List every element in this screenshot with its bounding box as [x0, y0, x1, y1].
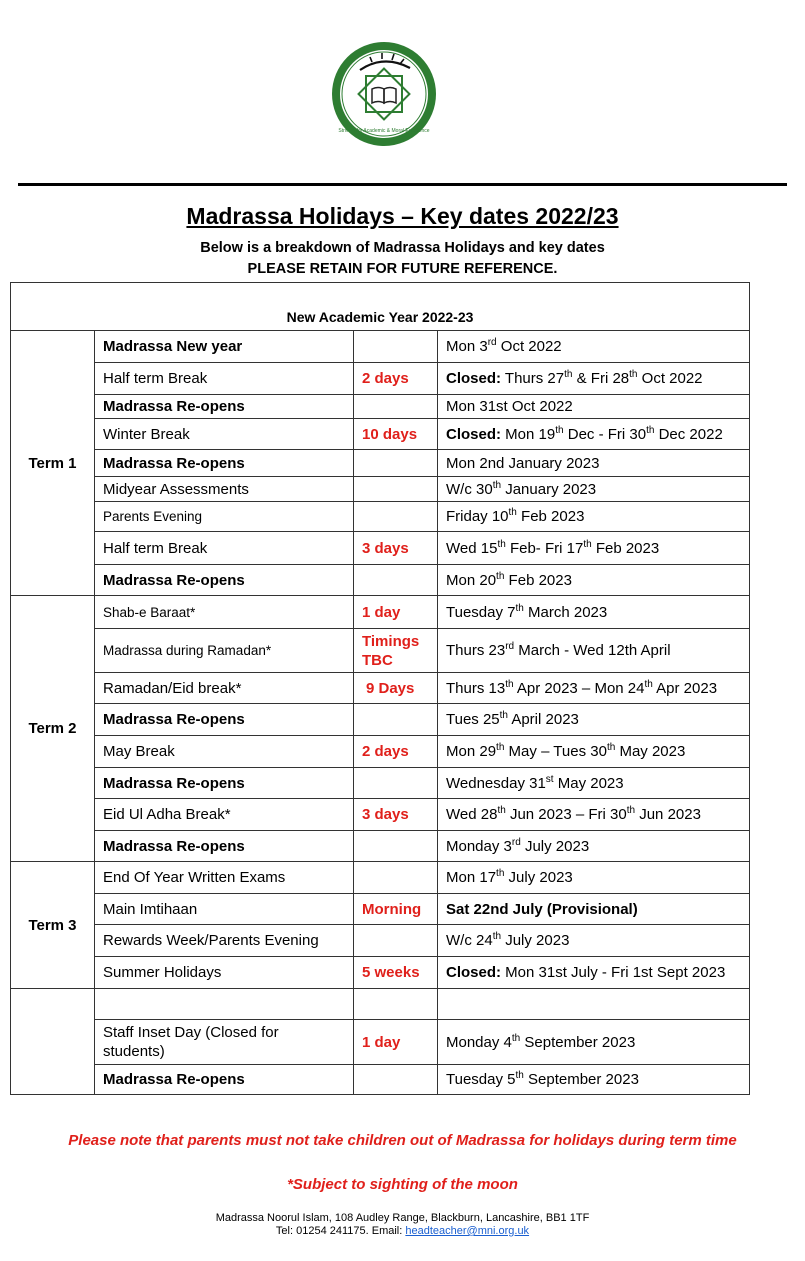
table-row	[11, 363, 750, 395]
event-name: Half term Break	[95, 363, 354, 395]
duration	[354, 331, 438, 363]
table-row	[11, 450, 750, 477]
email-link[interactable]: headteacher@mni.org.uk	[405, 1225, 530, 1237]
table-row	[11, 768, 750, 799]
event-date: Closed: Mon 31st July - Fri 1st Sept 2023	[438, 957, 750, 989]
table-row	[11, 565, 750, 596]
event-date: Monday 3rd July 2023	[438, 831, 750, 862]
duration: 2 days	[354, 736, 438, 768]
table-row	[11, 419, 750, 450]
table-row	[11, 862, 750, 894]
event-date: Mon 31st Oct 2022	[438, 395, 750, 419]
table-row	[11, 395, 750, 419]
event-date: Thurs 13th Apr 2023 – Mon 24th Apr 2023	[438, 673, 750, 704]
table-row	[11, 894, 750, 925]
term-label: Term 3	[11, 862, 95, 989]
event-date: Tuesday 7th March 2023	[438, 596, 750, 629]
event-name: Madrassa Re-opens	[95, 768, 354, 799]
table-row	[11, 629, 750, 673]
event-date: W/c 30th January 2023	[438, 477, 750, 502]
event-date: W/c 24th July 2023	[438, 925, 750, 957]
event-date: Sat 22nd July (Provisional)	[438, 894, 750, 925]
event-name: Midyear Assessments	[95, 477, 354, 502]
duration: 2 days	[354, 363, 438, 395]
table-row	[11, 673, 750, 704]
event-name: Summer Holidays	[95, 957, 354, 989]
event-date: Monday 4th September 2023	[438, 1020, 750, 1065]
event-name: Rewards Week/Parents Evening	[95, 925, 354, 957]
term-time-note: Please note that parents must not take children out of Madrassa for holidays during term time	[68, 1132, 737, 1149]
event-name: Madrassa Re-opens	[95, 1065, 354, 1095]
term-label: Term 2	[11, 596, 95, 862]
moon-sighting-note: *Subject to sighting of the moon	[287, 1176, 518, 1193]
duration: 1 day	[354, 596, 438, 629]
key-dates-table	[10, 282, 750, 1095]
duration	[354, 989, 438, 1020]
table-header-row	[11, 283, 750, 331]
event-date: Closed: Mon 19th Dec - Fri 30th Dec 2022	[438, 419, 750, 450]
event-name: Main Imtihaan	[95, 894, 354, 925]
duration: Morning	[354, 894, 438, 925]
event-date: Mon 17th July 2023	[438, 862, 750, 894]
table-row	[11, 596, 750, 629]
duration: Timings TBC	[354, 629, 438, 673]
logo-motto: Striving for Academic & Moral Excellence	[338, 128, 430, 134]
table-row	[11, 736, 750, 768]
event-name: Shab-e Baraat*	[95, 596, 354, 629]
event-name: Ramadan/Eid break*	[95, 673, 354, 704]
page-subtitle: Below is a breakdown of Madrassa Holidays and key dates	[200, 240, 605, 256]
page-title: Madrassa Holidays – Key dates 2022/23	[186, 203, 619, 229]
event-date: Tues 25th April 2023	[438, 704, 750, 736]
telephone: Tel: 01254 241175. Email:	[275, 1225, 406, 1237]
duration	[354, 925, 438, 957]
table-row	[11, 831, 750, 862]
event-name: End Of Year Written Exams	[95, 862, 354, 894]
duration	[354, 704, 438, 736]
table-row	[11, 1065, 750, 1095]
table-row	[11, 532, 750, 565]
table-row	[11, 477, 750, 502]
event-name: Madrassa New year	[95, 331, 354, 363]
event-name: Parents Evening	[95, 502, 354, 532]
duration	[354, 477, 438, 502]
duration	[354, 502, 438, 532]
academic-year-heading: New Academic Year 2022-23	[11, 283, 750, 331]
duration	[354, 1065, 438, 1095]
table-row	[11, 502, 750, 532]
event-name: Madrassa Re-opens	[95, 565, 354, 596]
duration	[354, 565, 438, 596]
duration: 3 days	[354, 799, 438, 831]
event-date: Thurs 23rd March - Wed 12th April	[438, 629, 750, 673]
event-name: Winter Break	[95, 419, 354, 450]
duration: 5 weeks	[354, 957, 438, 989]
event-date: Friday 10th Feb 2023	[438, 502, 750, 532]
event-date: Wed 15th Feb- Fri 17th Feb 2023	[438, 532, 750, 565]
table-row	[11, 704, 750, 736]
header-rule	[18, 183, 787, 186]
duration	[354, 450, 438, 477]
duration	[354, 768, 438, 799]
duration: 1 day	[354, 1020, 438, 1065]
table-row	[11, 799, 750, 831]
event-name: Madrassa Re-opens	[95, 395, 354, 419]
address: Madrassa Noorul Islam, 108 Audley Range, Blackburn, Lancashire, BB1 1TF	[215, 1212, 590, 1224]
event-date	[438, 989, 750, 1020]
duration: 3 days	[354, 532, 438, 565]
event-name	[95, 989, 354, 1020]
event-name: Staff Inset Day (Closed for students)	[95, 1020, 354, 1065]
event-date: Closed: Thurs 27th & Fri 28th Oct 2022	[438, 363, 750, 395]
event-date: Mon 29th May – Tues 30th May 2023	[438, 736, 750, 768]
event-name: Madrassa Re-opens	[95, 704, 354, 736]
table-row	[11, 331, 750, 363]
event-name: Madrassa during Ramadan*	[95, 629, 354, 673]
table-row	[11, 957, 750, 989]
event-date: Mon 3rd Oct 2022	[438, 331, 750, 363]
event-name: Eid Ul Adha Break*	[95, 799, 354, 831]
event-date: Mon 20th Feb 2023	[438, 565, 750, 596]
duration: 10 days	[354, 419, 438, 450]
madrassa-logo	[330, 40, 438, 148]
duration	[354, 395, 438, 419]
table-row	[11, 989, 750, 1020]
table-row	[11, 1020, 750, 1065]
retain-notice: PLEASE RETAIN FOR FUTURE REFERENCE.	[247, 261, 558, 277]
event-name: May Break	[95, 736, 354, 768]
event-name: Madrassa Re-opens	[95, 831, 354, 862]
term-label: Term 1	[11, 331, 95, 596]
event-name: Madrassa Re-opens	[95, 450, 354, 477]
duration	[354, 862, 438, 894]
event-date: Wednesday 31st May 2023	[438, 768, 750, 799]
event-name: Half term Break	[95, 532, 354, 565]
term-label-empty	[11, 989, 95, 1095]
duration	[354, 831, 438, 862]
table-row	[11, 925, 750, 957]
event-date: Wed 28th Jun 2023 – Fri 30th Jun 2023	[438, 799, 750, 831]
event-date: Tuesday 5th September 2023	[438, 1065, 750, 1095]
contact-line	[0, 1225, 805, 1238]
duration: 9 Days	[354, 673, 438, 704]
event-date: Mon 2nd January 2023	[438, 450, 750, 477]
